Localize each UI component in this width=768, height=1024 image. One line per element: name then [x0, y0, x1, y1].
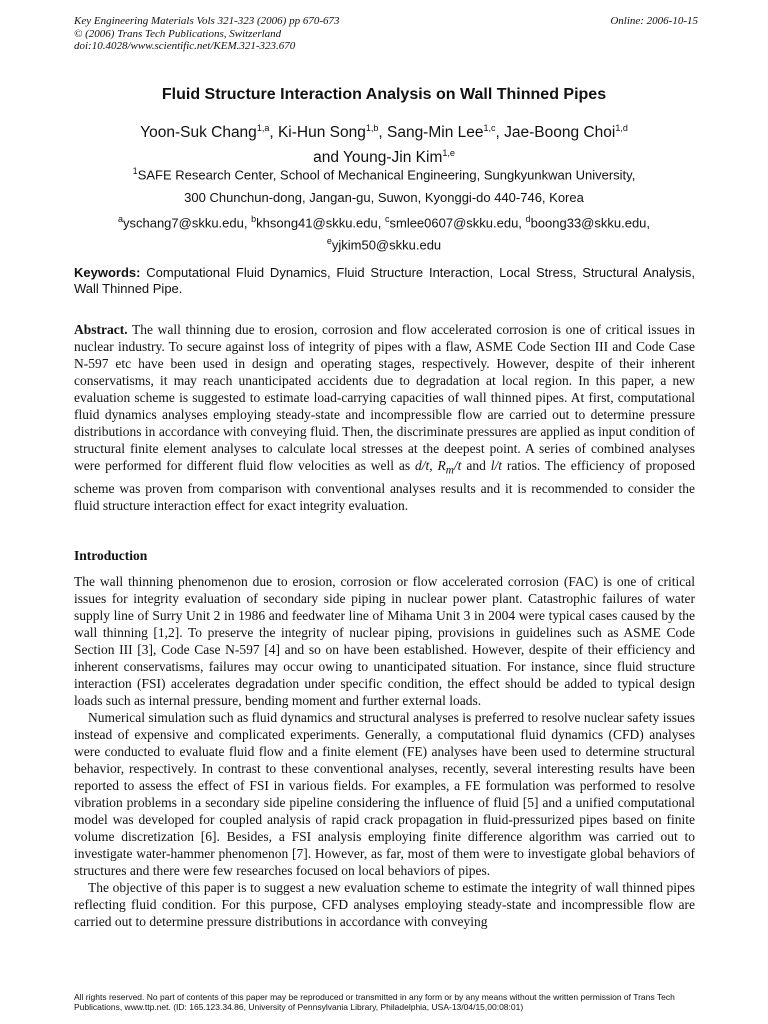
- author-conjunction: and: [313, 149, 339, 167]
- abstract-symbol: [437, 458, 462, 477]
- abstract-label: Abstract.: [74, 322, 128, 337]
- author-name: Jae-Boong Choi: [504, 124, 616, 142]
- symbol-r: R: [437, 458, 446, 473]
- keywords-label: Keywords:: [74, 265, 141, 280]
- abstract-conjunction: and: [466, 458, 486, 473]
- keywords-block: [74, 265, 695, 297]
- paper-title: Fluid Structure Interaction Analysis on Wall Thinned Pipes: [161, 86, 607, 103]
- author-list: [60, 118, 708, 168]
- affiliation-line-2: 300 Chunchun-dong, Jangan-gu, Suwon, Kyonggi-do 440-746, Korea: [184, 190, 584, 205]
- symbol-t: /t: [453, 458, 462, 473]
- copyright-line: © (2006) Trans Tech Publications, Switzerland: [74, 27, 282, 40]
- author-superscript: 1,e: [442, 148, 455, 159]
- affiliation-line-1: [60, 166, 708, 182]
- symbol-subscript: m: [445, 464, 454, 477]
- author-name: Yoon-Suk Chang: [140, 124, 257, 142]
- author-line-1: Yoon-Suk Chang$^{1,a}$, Ki-Hun Song$^{1,b}$, Sang-Min Lee$^{1,c}$, Jae-Boong Choi$^{1,d}$: [140, 123, 628, 142]
- author-superscript: 1,c: [483, 123, 496, 133]
- paragraph: The wall thinning phenomenon due to erosion, corrosion or flow accelerated corrosion (FAC) is one of critical issues for integrity evaluation of secondary side piping in nuclear power plant. Catastrophic failures of water supply line of Surry Unit 2 in 1986 and feedwater line of Mihama Unit 3 in 2004 were typical cases caused by the wall thinning [1,2]. To preserve the integrity of nuclear piping, provisions in guidelines such as ASME Code Section III [3], Code Case N-597 [4] and so on have been established. However, despite of their efficiency and inherent conservatisms, failures may occur owing to unanticipated situation. For instance, since fluid structure interaction (FSI) accelerates degradation under specific condition, the effect should be added to typical design loads such as internal pressure, bending moment and further external loads.: [74, 574, 695, 708]
- email-list: [60, 210, 708, 255]
- abstract-text: The wall thinning due to erosion, corrosion and flow accelerated corrosion is one of critical issues in nuclear industry. To secure against loss of integrity of pipes with a flaw, ASME Code Section III and Code Case N-597 etc have been used in design and operating stages, respectively. However, despite of their inherent conservatisms, it may reach unanticipated accidents due to degradation at local region. In this paper, a new evaluation scheme is suggested to estimate load-carrying capacities of wall thinned pipes. At first, computational fluid dynamics analyses employing steady-state and incompressible flow are carried out to determine pressure distributions in accordance with conveying fluid. Then, the discriminate pressures are applied as input condition of structural finite element analyses to calculate local stresses at the deepest point. A series of combined analyses were performed for different fluid flow velocities as well as: [74, 322, 695, 473]
- email-superscript: d: [525, 214, 531, 224]
- author-superscript: 1,a: [256, 123, 270, 133]
- author-superscript: 1,d: [615, 123, 628, 133]
- author-name: Sang-Min Lee: [386, 124, 484, 142]
- journal-citation: Key Engineering Materials Vols 321-323 (2006) pp 670-673: [74, 15, 340, 27]
- abstract-block: [74, 321, 695, 514]
- email-superscript: b: [251, 214, 257, 224]
- abstract-symbol: l/t: [490, 458, 502, 473]
- email-address: khsong41@skku.edu,: [256, 215, 382, 231]
- email-address: smlee0607@skku.edu,: [389, 215, 522, 231]
- section-heading-introduction: Introduction: [74, 548, 148, 563]
- abstract-punct: ,: [429, 458, 433, 473]
- abstract-symbol: d/t: [415, 458, 430, 473]
- author-name: Ki-Hun Song: [277, 124, 366, 142]
- online-date: Online: 2006-10-15: [610, 15, 698, 27]
- author-name: Young-Jin Kim: [343, 149, 443, 167]
- paragraph: The objective of this paper is to suggest a new evaluation scheme to estimate the integrity of wall thinned pipes reflecting fluid condition. For this purpose, CFD analyses employing steady-state and incompressible flow are carried out to determine pressure distributions in accordance with conveying: [74, 880, 695, 929]
- email-address: yjkim50@skku.edu: [331, 237, 442, 253]
- introduction-body: [74, 573, 695, 930]
- affiliation-text: SAFE Research Center, School of Mechanical Engineering, Sungkyunkwan University,: [137, 167, 636, 183]
- email-superscript: a: [117, 214, 123, 224]
- affiliation-superscript: 1: [132, 166, 138, 176]
- journal-header: [74, 15, 698, 53]
- email-superscript: e: [326, 236, 332, 247]
- author-line-2: [60, 143, 708, 168]
- author-superscript: 1,b: [365, 123, 379, 133]
- email-address: boong33@skku.edu,: [530, 215, 651, 231]
- keywords-text: Computational Fluid Dynamics, Fluid Structure Interaction, Local Stress, Structural Analysis, Wall Thinned Pipe.: [74, 265, 695, 296]
- doi-line: doi:10.4028/www.scientific.net/KEM.321-323.670: [74, 40, 296, 52]
- rights-footer: All rights reserved. No part of contents of this paper may be reproduced or transmitted in any form or by any means without the written permission of Trans Tech Publications, www.ttp.net. (ID: 165.123.34.86, University of Pennsylvania Library, Philadelphia, USA-13/04/15,00:08:01): [74, 992, 675, 1012]
- abstract-text: ratios. The efficiency of proposed scheme was proven from comparison with conventional analyses results and it is recommended to consider the fluid structure interaction effect for exact integrity evaluation.: [74, 458, 695, 513]
- email-superscript: c: [384, 214, 390, 224]
- paragraph: Numerical simulation such as fluid dynamics and structural analyses is preferred to resolve nuclear safety issues instead of expensive and complicated experiments. Generally, a computational fluid dynamics (CFD) analyses were conducted to evaluate fluid flow and a finite element (FE) analyses have been used to determine structural behavior, respectively. In contrast to these conventional analyses, recently, several interesting results have been reported to assess the effect of FSI in various fields. For examples, a FE formulation was performed to resolve vibration problems in a secondary side pipeline considering the influence of fluid [5] and a unified computational model was developed for coupled analysis of rapid crack propagation in fluid-pressurized pipes based on finite volume discretization [6]. Besides, a FSI analysis employing finite difference algorithm was carried out to investigate water-hammer phenomenon [7]. However, as far, most of them were to investigate global behaviors of structures and there were few researches focused on local behaviors of pipes.: [74, 710, 695, 878]
- email-address: yschang7@skku.edu,: [122, 215, 248, 231]
